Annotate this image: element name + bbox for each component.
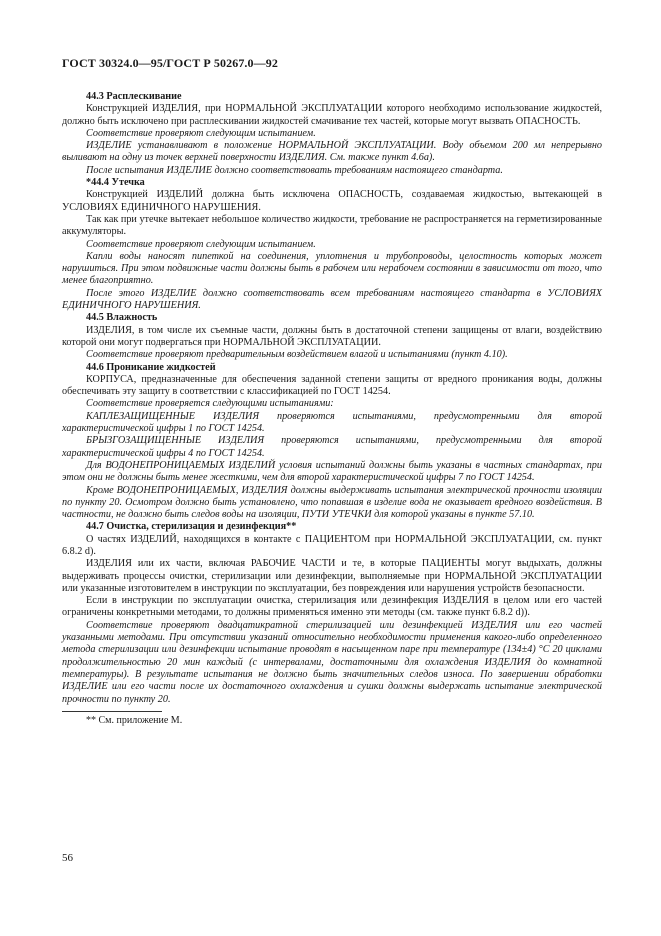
section-heading: 44.3 Расплескивание: [86, 91, 182, 102]
section-heading: 44.6 Проникание жидкостей: [86, 361, 216, 373]
document-header: ГОСТ 30324.0—95/ГОСТ Р 50267.0—92: [62, 56, 278, 70]
paragraph: О частях ИЗДЕЛИЙ, находящихся в контакте с ПАЦИЕНТОМ при НОРМАЛЬНОЙ ЭКСПЛУАТАЦИИ, см. пункт 6.8.2 d).: [62, 533, 602, 557]
paragraph: ИЗДЕЛИЯ или их части, включая РАБОЧИЕ ЧАСТИ и те, в которые ПАЦИЕНТЫ могут выдыхать, должны выдерживать процессы очистки, стерилизации или дезинфекции, выполняемые при НОРМАЛЬНОЙ ЭКСПЛУАТАЦИИ или указанные изготовителем в инструкции по эксплуатации, без повреждения или нарушения устройств безопасности.: [62, 558, 602, 594]
paragraph: Для ВОДОНЕПРОНИЦАЕМЫХ ИЗДЕЛИЙ условия испытаний должны быть указаны в частных стандартах, при этом они не должны быть менее жесткими, чем для второй характеристической цифры 7 по ГОСТ 14254.: [62, 459, 602, 484]
paragraph: Соответствие проверяют следующим испытанием.: [86, 127, 316, 139]
paragraph: БРЫЗГОЗАЩИЩЕННЫЕ ИЗДЕЛИЯ проверяются испытаниями, предусмотренными для второй характеристической цифры 4 по ГОСТ 14254.: [62, 435, 602, 459]
paragraph: Так как при утечке вытекает небольшое количество жидкости, требование не распространяется на герметизированные аккумуляторы.: [62, 213, 602, 238]
footnote-divider: [62, 711, 162, 712]
paragraph: Конструкцией ИЗДЕЛИЙ должна быть исключена ОПАСНОСТЬ, создаваемая жидкостью, вытекающей в УСЛОВИЯХ ЕДИНИЧНОГО НАРУШЕНИЯ.: [62, 189, 602, 213]
paragraph: После этого ИЗДЕЛИЕ должно соответствовать всем требованиям настоящего стандарта в УСЛОВИЯХ ЕДИНИЧНОГО НАРУШЕНИЯ.: [62, 287, 602, 312]
paragraph: ИЗДЕЛИЕ устанавливают в положение НОРМАЛЬНОЙ ЭКСПЛУАТАЦИИ. Воду объемом 200 мл непрерывно выливают на одну из точек верхней поверхности ИЗДЕЛИЯ. См. также пункт 4.6а).: [62, 140, 602, 164]
paragraph: Конструкцией ИЗДЕЛИЯ, при НОРМАЛЬНОЙ ЭКСПЛУАТАЦИИ которого необходимо использование жидкостей, должно быть исключено при расплескивании жидкостей смачивание тех частей, которые могут вызвать ОПАСНОСТЬ.: [62, 103, 602, 127]
paragraph: КАПЛЕЗАЩИЩЕННЫЕ ИЗДЕЛИЯ проверяются испытаниями, предусмотренными для второй характеристической цифры 1 по ГОСТ 14254.: [62, 410, 602, 435]
section-heading: *44.4 Утечка: [86, 177, 145, 189]
paragraph: ИЗДЕЛИЯ, в том числе их съемные части, должны быть в достаточной степени защищены от влаги, воздействию которой они могут подвергаться при НОРМАЛЬНОЙ ЭКСПЛУАТАЦИИ.: [62, 324, 602, 348]
page-number: 56: [62, 852, 73, 864]
section-heading: 44.7 Очистка, стерилизация и дезинфекция**: [86, 521, 297, 533]
paragraph: Кроме ВОДОНЕПРОНИЦАЕМЫХ, ИЗДЕЛИЯ должны выдерживать испытания электрической прочности изоляции по пункту 20. Осмотром должно быть установлено, что попавшая в изделие вода не оказывает вредного воздействия. В частности, не должно быть следов воды на изоляции, ПУТИ УТЕЧКИ для которой указаны в пункте 57.10.: [62, 484, 602, 521]
document-body: [62, 91, 602, 706]
paragraph: Соответствие проверяют предварительным воздействием влагой и испытаниями (пункт 4.10).: [86, 349, 508, 361]
paragraph: Если в инструкции по эксплуатации очистка, стерилизация или дезинфекция ИЗДЕЛИЯ в целом или его частей ограничены конкретными методами, то должны применяться именно эти методы (см. также пункт 6.8.2 d)).: [62, 595, 602, 619]
paragraph: Капли воды наносят пипеткой на соединения, уплотнения и трубопроводы, целостность которых может нарушиться. При этом подвижные части должны быть в рабочем или нерабочем состоянии в зависимости от того, что менее благоприятно.: [62, 250, 602, 287]
paragraph: Соответствие проверяют следующим испытанием.: [86, 238, 316, 250]
section-heading: 44.5 Влажность: [86, 312, 158, 324]
document-page: [62, 56, 602, 726]
paragraph: Соответствие проверяют двадцатикратной стерилизацией или дезинфекцией ИЗДЕЛИЯ или его частей указанными методами. При отсутствии указаний относительно необходимости применения какого-либо определенного метода стерилизации или дезинфекции испытание проводят в насыщенном паре при температуре (134±4) °С 20 циклами продолжительностью 20 мин каждый (с интервалами, достаточными для охлаждения ИЗДЕЛИЯ до комнатной температуры). В результате испытания не должно быть значительных следов износа. По завершении обработки ИЗДЕЛИЕ или его части после их достаточного охлаждения и сушки должны выдержать испытание электрической прочности по пункту 20.: [62, 619, 602, 705]
paragraph: Соответствие проверяется следующими испытаниями:: [86, 398, 334, 410]
paragraph: КОРПУСА, предназначенные для обеспечения заданной степени защиты от вредного проникания воды, должны обеспечивать эту защиту в соответствии с классификацией по ГОСТ 14254.: [62, 373, 602, 398]
footnote: ** См. приложение М.: [86, 714, 183, 726]
paragraph: После испытания ИЗДЕЛИЕ должно соответствовать требованиям настоящего стандарта.: [86, 164, 503, 176]
